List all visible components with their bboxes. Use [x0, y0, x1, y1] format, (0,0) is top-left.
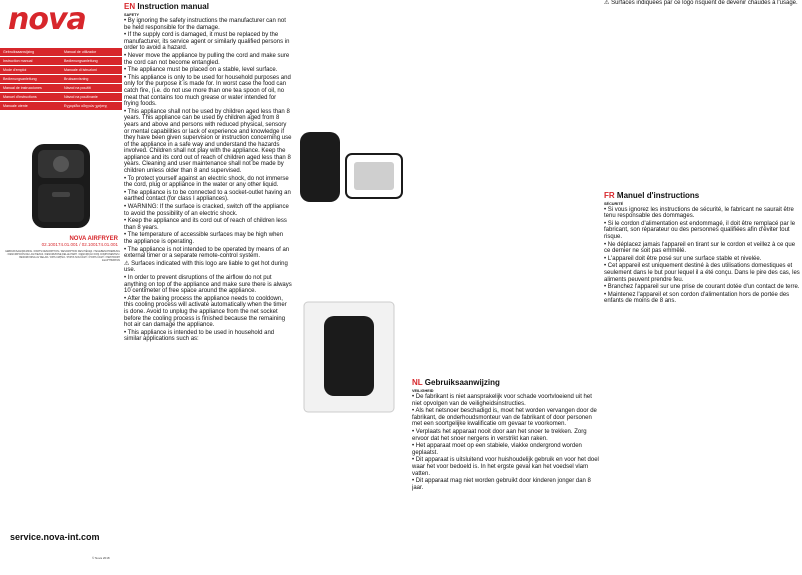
model-title: NOVA AIRFRYER — [69, 236, 118, 242]
nl-bullet: • Verplaats het apparaat nooit door aan het snoer te trekken. Zorg ervoor dat het snoer nergens in verstrikt kan raken. — [412, 429, 602, 442]
fr-bullet: • Si vous ignorez les instructions de sécurité, le fabricant ne saurait être tenu responsable des dommages. — [604, 207, 800, 220]
en-bullet: • WARNING: If the surface is cracked, switch off the appliance to avoid the possibility of an electric shock. — [124, 204, 292, 217]
en-bullet: • Keep the appliance and its cord out of reach of children less than 8 years. — [124, 218, 292, 231]
nl-bullet: • Het apparaat moet op een stabiele, vlakke ondergrond worden geplaatst. — [412, 443, 602, 456]
en-bullet: • Never move the appliance by pulling the cord and make sure the cord can not become entangled. — [124, 53, 292, 66]
en-bullet: • The appliance must be placed on a stable, level surface. — [124, 67, 292, 74]
usage-illustration — [294, 296, 404, 420]
fr-hot-note: ⚠ Surfaces indiquées par ce logo risquent de devenir chaudes à l'usage. — [604, 0, 798, 6]
language-row: Manuale utente Εγχειρίδιο οδηγιών χρήσης — [0, 102, 122, 111]
model-multilang: GEBRUIKSAANWIJZING / PARTS DESCRIPTION / DESCRIPTION DES PIÈCES / TEILEBESCHREIBUNG / DESCRIPCIÓN DE LAS PIEZAS / DESCRIZIONE DELLE PARTI / DESCRIÇÃO DOS COMPONENTES / BESKRIVNING AV DELAR / OPIS CZĘŚCI / POPIS SOUČÁSTÍ / POPIS ČASTÍ / ΠΕΡΙΓΡΑΦΉ ΕΞΑΡΤΗΜΆΤΩΝ — [5, 250, 120, 262]
website: service.nova-int.com — [10, 532, 100, 542]
language-row: Gebruiksaanwijzing Manual de utilizador — [0, 48, 122, 57]
airfryer-illustration — [18, 140, 104, 232]
nl-heading: NL Gebruiksaanwijzing — [412, 378, 500, 387]
middle-column — [294, 0, 408, 575]
en-bullet: • The temperature of accessible surfaces may be high when the appliance is operating. — [124, 232, 292, 245]
parts-illustration — [294, 124, 408, 214]
en-bullet: • If the supply cord is damaged, it must be replaced by the manufacturer, its service agent or similarly qualified persons in order to avoid a hazard. — [124, 32, 292, 52]
en-hot-note: ⚠ Surfaces indicated with this logo are liable to get hot during use. — [124, 260, 288, 274]
nl-bullet: • Als het netsnoer beschadigd is, moet het worden vervangen door de fabrikant, de onderhoudsmonteur van de fabrikant of door personen met een soortgelijke kwalificatie om gevaar te voorkomen. — [412, 408, 602, 428]
hot-surface-icon: ⚠ — [124, 260, 130, 267]
en-bullet: • The appliance is to be connected to a socket-outlet having an earthed contact (for class I appliances). — [124, 190, 292, 203]
fr-bullet: • Branchez l'appareil sur une prise de courant dotée d'un contact de terre. — [604, 284, 800, 291]
en-bullet: • By ignoring the safety instructions the manufacturer can not be held responsible for the damage. — [124, 18, 292, 31]
language-row: Mode d'emploi Manuale di istruzioni — [0, 66, 122, 75]
fr-bullet: • Si le cordon d'alimentation est endommagé, il doit être remplacé par le fabricant, son réparateur ou des personnes qualifiées afin d'éviter tout risque. — [604, 221, 800, 241]
en-bullet: • In order to prevent disruptions of the airflow do not put anything on top of the appliance and make sure there is always 10 centimeter of free space around the appliance. — [124, 275, 292, 295]
en-bullet: • The appliance is not intended to be operated by means of an external timer or a separate remote-control system. — [124, 247, 292, 260]
en-bullet: • This appliance is only to be used for household purposes and only for the purpose it is made for. In worst case the food can catch fire, (i.e. do not use more than one tea spoon of oil, no meat that contains too much grease or water intended for frying foods. — [124, 75, 292, 108]
en-bullet: • To protect yourself against an electric shock, do not immerse the cord, plug or appliance in the water or any other liquid. — [124, 176, 292, 189]
language-row: Manuel d'instructions Návod na používanie — [0, 93, 122, 102]
cover-column — [0, 0, 122, 575]
fr-bullet: • Maintenez l'appareil et son cordon d'alimentation hors de portée des enfants de moins de 8 ans. — [604, 292, 800, 305]
en-heading: EN Instruction manual — [124, 2, 209, 11]
en-bullet: • This appliance shall not be used by children aged less than 8 years. This appliance can be used by children aged from 8 years and above and persons with reduced physical, sensory or mental capabilities or lack of experience and knowledge if they have been given supervision or instruction concerning use of the appliance in a safe way and understand the hazards involved. Children shall not play with the appliance. Keep the appliance and its cord out of reach of children aged less than 8 years. Cleaning and user maintenance shall not be made by children unless older than 8 and supervised. — [124, 109, 292, 175]
language-row: Manual de instrucciones Návod na použití — [0, 84, 122, 93]
language-row: Bedienungsanleitung Bruksanvisning — [0, 75, 122, 84]
version-note: © Nova 2018 — [92, 556, 110, 560]
fr-bullet: • Cet appareil est uniquement destiné à des utilisations domestiques et seulement dans le but pour lequel il a été conçu. Dans le pire des cas, les aliments peuvent prendre feu. — [604, 263, 800, 283]
en-column — [124, 0, 292, 575]
nl-column — [412, 0, 602, 575]
language-row: Instruction manual Bedienungsanleitung — [0, 57, 122, 66]
nl-safety-heading: VEILIGHEID — [412, 389, 434, 393]
model-codes: 02.100174.01.001 / 02.100174.01.001 — [41, 242, 118, 247]
en-bullet: • After the baking process the appliance needs to cooldown, this cooling process will activate automatically when the timer is done. Avoid to unplug the appliance from the net socket before the cooling process is finished because the remaining hot air can damage the appliance. — [124, 296, 292, 329]
fr-safety-heading: SÉCURITÉ — [604, 201, 624, 206]
hot-surface-icon: ⚠ — [604, 0, 610, 6]
en-bullet: • This appliance is intended to be used in household and similar applications such as: — [124, 330, 292, 343]
en-safety-heading: SAFETY — [124, 13, 139, 17]
nl-bullet: • Dit apparaat is uitsluitend voor huishoudelijk gebruik en voor het doel waar het voor bedoeld is. In het ergste geval kan het voedsel vlam vatten. — [412, 457, 602, 477]
fr-bullet: • L'appareil doit être posé sur une surface stable et nivelée. — [604, 256, 800, 263]
model-block — [6, 236, 118, 247]
fr-column — [604, 0, 800, 575]
language-list — [0, 48, 122, 111]
fr-bullet: • Ne déplacez jamais l'appareil en tirant sur le cordon et veillez à ce que ce dernier ne soit pas emmêlé. — [604, 242, 800, 255]
nova-logo: nova — [8, 2, 86, 37]
nl-bullet: • De fabrikant is niet aansprakelijk voor schade voortvloeiend uit het niet opvolgen van de veiligheidsinstructies. — [412, 394, 602, 407]
fr-heading: FR Manuel d'instructions — [604, 190, 700, 200]
nl-bullet: • Dit apparaat mag niet worden gebruikt door kinderen jonger dan 8 jaar. — [412, 478, 602, 491]
